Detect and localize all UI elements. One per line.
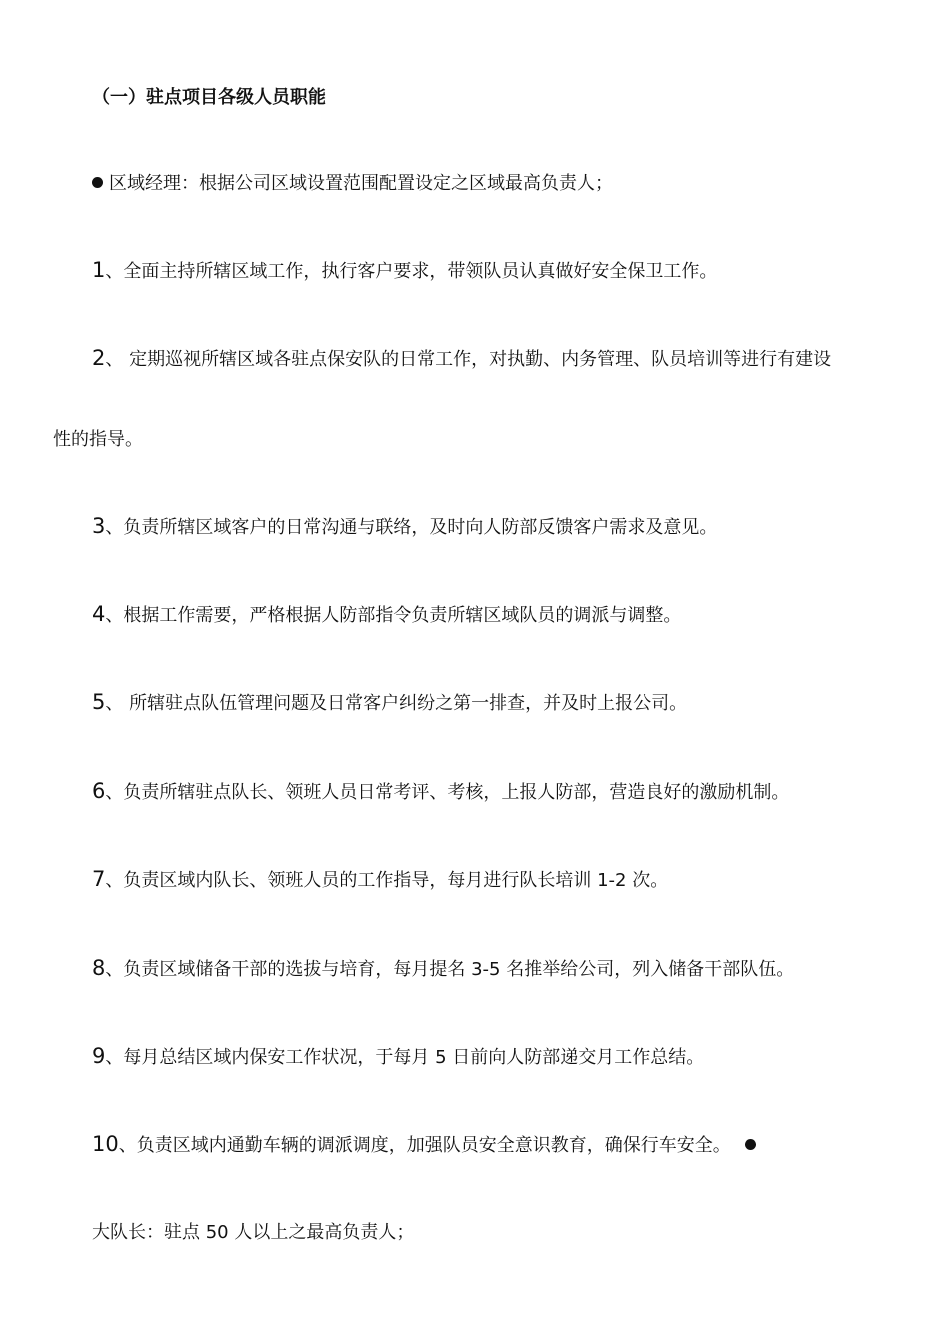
item-number: 3 (92, 514, 106, 538)
item-separator: 、 (105, 261, 124, 282)
list-item (92, 514, 717, 540)
list-item (92, 956, 794, 982)
item-number: 10 (92, 1132, 119, 1156)
regional-manager-line (92, 172, 613, 196)
item-text: 全面主持所辖区域工作，执行客户要求，带领队员认真做好安全保卫工作。 (123, 261, 718, 282)
item-text-continued: 性的指导。 (53, 429, 143, 450)
item-number: 9 (92, 1044, 106, 1068)
item-number: 4 (92, 602, 106, 626)
list-item-continuation (53, 428, 143, 452)
item-text: 负责区域储备干部的选拔与培育，每月提名 3-5 名推举给公司，列入储备干部队伍。 (123, 959, 795, 980)
list-item (92, 1044, 704, 1070)
list-item (92, 779, 789, 805)
item-number: 1 (92, 258, 106, 282)
item-separator: 、 (118, 1135, 137, 1156)
list-item (92, 1132, 756, 1158)
list-item (92, 258, 717, 284)
list-item (92, 867, 668, 893)
item-separator: 、 (105, 605, 124, 626)
list-item (92, 690, 687, 716)
item-separator: 、 (105, 782, 124, 803)
bullet-icon (92, 177, 103, 188)
item-text: 负责所辖驻点队长、领班人员日常考评、考核，上报人防部，营造良好的激励机制。 (123, 782, 790, 803)
battalion-leader-line (92, 1221, 414, 1245)
item-separator: 、 (105, 693, 124, 714)
item-number: 8 (92, 956, 106, 980)
item-separator: 、 (105, 1047, 124, 1068)
item-number: 5 (92, 690, 106, 714)
item-text: 所辖驻点队伍管理问题及日常客户纠纷之第一排查，并及时上报公司。 (123, 693, 688, 714)
item-text: 负责区域内通勤车辆的调派调度，加强队员安全意识教育，确保行车安全。 (136, 1135, 731, 1156)
item-number: 6 (92, 779, 106, 803)
item-text: 负责区域内队长、领班人员的工作指导，每月进行队长培训 1-2 次。 (123, 870, 669, 891)
bullet-icon (745, 1139, 756, 1150)
item-text: 每月总结区域内保安工作状况，于每月 5 日前向人防部递交月工作总结。 (123, 1047, 705, 1068)
list-item (92, 602, 681, 628)
regional-manager-label: 区域经理：根据公司区域设置范围配置设定之区域最高负责人； (109, 173, 613, 194)
item-separator: 、 (105, 870, 124, 891)
item-separator: 、 (105, 349, 124, 370)
item-separator: 、 (105, 517, 124, 538)
item-text: 定期巡视所辖区域各驻点保安队的日常工作，对执勤、内务管理、队员培训等进行有建设 (123, 349, 832, 370)
item-separator: 、 (105, 959, 124, 980)
item-number: 7 (92, 867, 106, 891)
section-heading: （一）驻点项目各级人员职能 (92, 87, 326, 108)
list-item (92, 346, 831, 372)
battalion-leader-label: 大队长：驻点 50 人以上之最高负责人； (92, 1222, 415, 1243)
item-text: 负责所辖区域客户的日常沟通与联络，及时向人防部反馈客户需求及意见。 (123, 517, 718, 538)
item-number: 2 (92, 346, 106, 370)
item-text: 根据工作需要，严格根据人防部指令负责所辖区域队员的调派与调整。 (123, 605, 682, 626)
